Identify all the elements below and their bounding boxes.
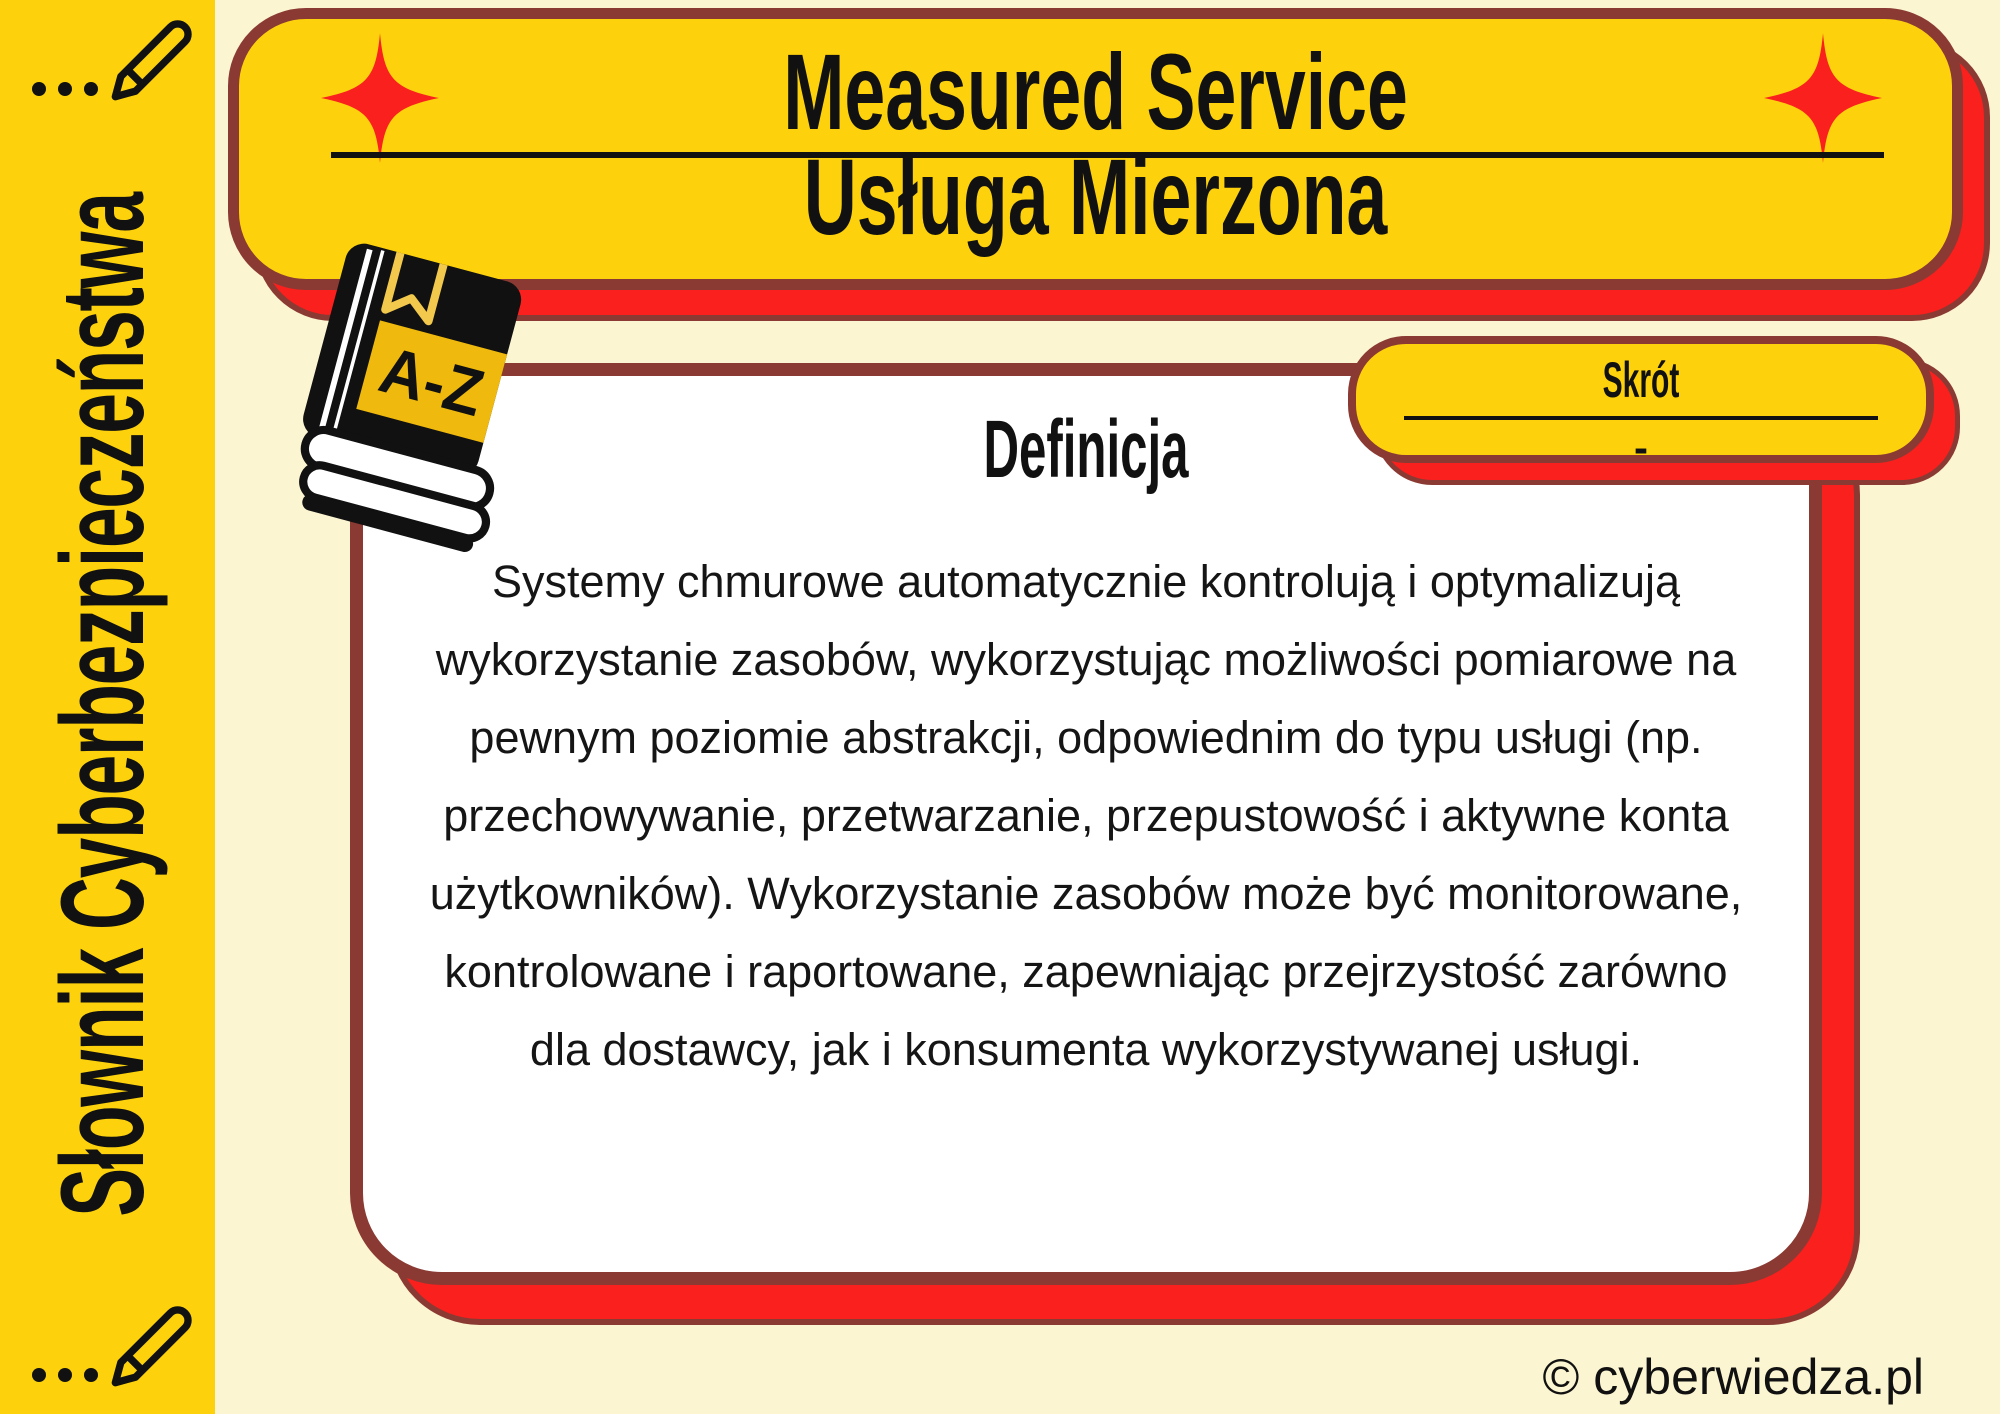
pencil-icon <box>108 16 196 104</box>
sidebar-title-box <box>30 180 175 1230</box>
dot-icon <box>32 82 46 96</box>
term-title-english: Measured Service <box>783 31 1408 152</box>
pencil-decoration-bottom <box>26 1298 196 1390</box>
sparkle-icon-right <box>1764 33 1882 163</box>
definition-card-face <box>350 363 1822 1285</box>
az-label-text: A-Z <box>372 331 498 432</box>
banner-face <box>228 8 1963 290</box>
dot-icon <box>58 1368 72 1382</box>
dot-icon <box>84 1368 98 1382</box>
abbreviation-divider <box>1404 416 1878 420</box>
sidebar-title: Słownik Cyberbezpieczeństwa <box>36 193 169 1217</box>
title-banner <box>228 8 1963 290</box>
dot-icon <box>84 82 98 96</box>
definition-text: Systemy chmurowe automatycznie kontrolują i optymalizują wykorzystanie zasobów, wykorzystując możliwości pomiarowe na pewnym poziomie abstrakcji, odpowiednim do typu usługi (np. przechowywanie, przetwarzanie, przepustowość i aktywne konta użytkowników). Wykorzystanie zasobów może być monitorowane, kontrolowane i raportowane, zapewniając przejrzystość zarówno dla dostawcy, jak i konsumenta wykorzystywanej usługi. <box>429 556 1743 1075</box>
definition-card <box>350 363 1822 1285</box>
pencil-decoration-top <box>26 12 196 104</box>
copyright-text: © cyberwiedza.pl <box>1542 1349 1924 1405</box>
pencil-icon <box>108 1302 196 1390</box>
dot-icon <box>58 82 72 96</box>
abbreviation-label: Skrót <box>1602 352 1680 408</box>
abbreviation-box-face <box>1348 336 1934 471</box>
term-title-polish: Usługa Mierzona <box>803 136 1388 257</box>
definition-heading: Definicja <box>983 404 1189 495</box>
dot-icon <box>32 1368 46 1382</box>
sparkle-icon-left <box>321 33 439 163</box>
sidebar <box>0 0 215 1414</box>
abbreviation-box <box>1348 336 1934 471</box>
abbreviation-value: - <box>1634 424 1648 471</box>
